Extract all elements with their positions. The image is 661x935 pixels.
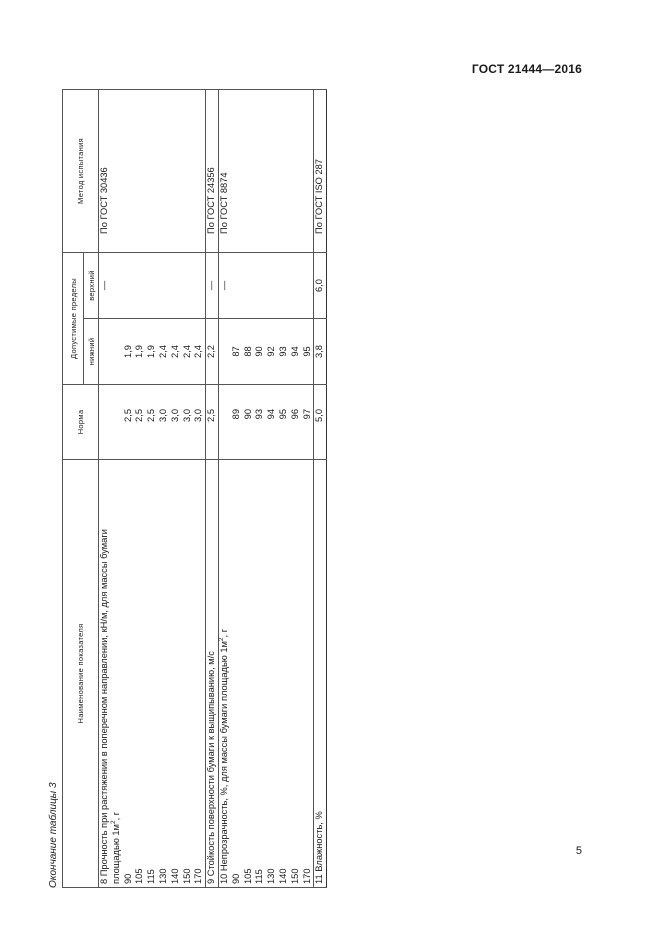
page-number: 5 — [575, 845, 582, 857]
table-row — [99, 89, 111, 887]
norm-cell: 89 — [231, 385, 243, 460]
column-header-name: Наименование показателя — [63, 460, 99, 888]
test-method-cell: По ГОСТ 8874 — [218, 89, 230, 252]
row-name: 90 — [231, 460, 243, 888]
norm-cell: 2,5 — [134, 385, 146, 460]
lower-limit-cell: 1,9 — [146, 319, 158, 385]
column-header-lower: нижний — [84, 319, 99, 385]
column-header-limits: Допустимые пределы — [63, 252, 84, 384]
row-name: 115 — [146, 460, 158, 888]
table-row — [146, 89, 158, 887]
table-row — [314, 89, 327, 887]
table-row — [254, 89, 266, 887]
lower-limit-cell: 92 — [266, 319, 278, 385]
lower-limit-cell: 2,4 — [170, 319, 182, 385]
norm-cell: 2,5 — [123, 385, 135, 460]
norm-cell: 3,0 — [193, 385, 205, 460]
row-title: 8 Прочность при растяжении в поперечном направлении, кН/м, для массы бумаги — [99, 460, 111, 888]
row-title: 11 Влажность, % — [314, 460, 327, 888]
lower-limit-cell: 2,4 — [193, 319, 205, 385]
row-title: 10 Непрозрачность, %, для массы бумаги площадью $1м^2$, г — [218, 460, 230, 888]
norm-cell: 94 — [266, 385, 278, 460]
column-header-method: Метод испытания — [63, 89, 99, 252]
row-title: 9 Стойкость поверхности бумаги к выщипыванию, м/с — [206, 460, 219, 888]
row-title-continued: площадью $1м^2$, г — [111, 460, 123, 888]
table-row — [123, 89, 135, 887]
row-name: 150 — [290, 460, 302, 888]
table-row — [170, 89, 182, 887]
column-header-upper: верхний — [84, 252, 99, 318]
lower-limit-cell: 90 — [254, 319, 266, 385]
document-standard-header: ГОСТ 21444—2016 — [471, 62, 582, 76]
table-row — [134, 89, 146, 887]
upper-limit-cell: — — [206, 252, 219, 318]
row-name: 115 — [254, 460, 266, 888]
test-method-cell: По ГОСТ ISO 287 — [314, 89, 327, 252]
norm-cell: 3,0 — [182, 385, 194, 460]
rotated-table-block — [48, 90, 405, 888]
row-name: 140 — [278, 460, 290, 888]
row-name: 130 — [158, 460, 170, 888]
row-name: 140 — [170, 460, 182, 888]
table-row — [158, 89, 170, 887]
test-method-cell: По ГОСТ 30436 — [99, 89, 111, 252]
column-header-norm: Норма — [63, 385, 99, 460]
norm-cell: 95 — [278, 385, 290, 460]
lower-limit-cell: 88 — [243, 319, 255, 385]
norm-cell: 97 — [302, 385, 314, 460]
table-row — [290, 89, 302, 887]
norm-cell: 90 — [243, 385, 255, 460]
row-name: 105 — [134, 460, 146, 888]
table-row — [231, 89, 243, 887]
table-row — [193, 89, 205, 887]
table-row — [243, 89, 255, 887]
table-row — [302, 89, 314, 887]
table-row — [206, 89, 219, 887]
norm-cell: 96 — [290, 385, 302, 460]
row-name: 105 — [243, 460, 255, 888]
table-row — [266, 89, 278, 887]
lower-limit-cell: 95 — [302, 319, 314, 385]
norm-cell: 93 — [254, 385, 266, 460]
norm-cell: 5,0 — [314, 385, 327, 460]
lower-limit-cell: 93 — [278, 319, 290, 385]
upper-limit-cell: — — [218, 252, 230, 318]
lower-limit-cell: 94 — [290, 319, 302, 385]
lower-limit-cell: 3,8 — [314, 319, 327, 385]
table-row — [182, 89, 194, 887]
table-caption: Окончание таблицы 3 — [48, 782, 59, 888]
norm-cell: 2,5 — [206, 385, 219, 460]
test-method-cell: По ГОСТ 24356 — [206, 89, 219, 252]
upper-limit-cell: — — [99, 252, 111, 318]
norm-cell: 3,0 — [170, 385, 182, 460]
row-name: 150 — [182, 460, 194, 888]
norm-cell: 2,5 — [146, 385, 158, 460]
lower-limit-cell: 2,4 — [158, 319, 170, 385]
specification-table — [62, 89, 327, 888]
lower-limit-cell: 1,9 — [134, 319, 146, 385]
lower-limit-cell: 87 — [231, 319, 243, 385]
lower-limit-cell: 1,9 — [123, 319, 135, 385]
upper-limit-cell: 6,0 — [314, 252, 327, 318]
table-row — [278, 89, 290, 887]
table-row — [111, 89, 123, 887]
row-name: 170 — [302, 460, 314, 888]
lower-limit-cell: 2,4 — [182, 319, 194, 385]
table-row — [218, 89, 230, 887]
lower-limit-cell: 2,2 — [206, 319, 219, 385]
row-name: 90 — [123, 460, 135, 888]
row-name: 130 — [266, 460, 278, 888]
row-name: 170 — [193, 460, 205, 888]
norm-cell: 3,0 — [158, 385, 170, 460]
